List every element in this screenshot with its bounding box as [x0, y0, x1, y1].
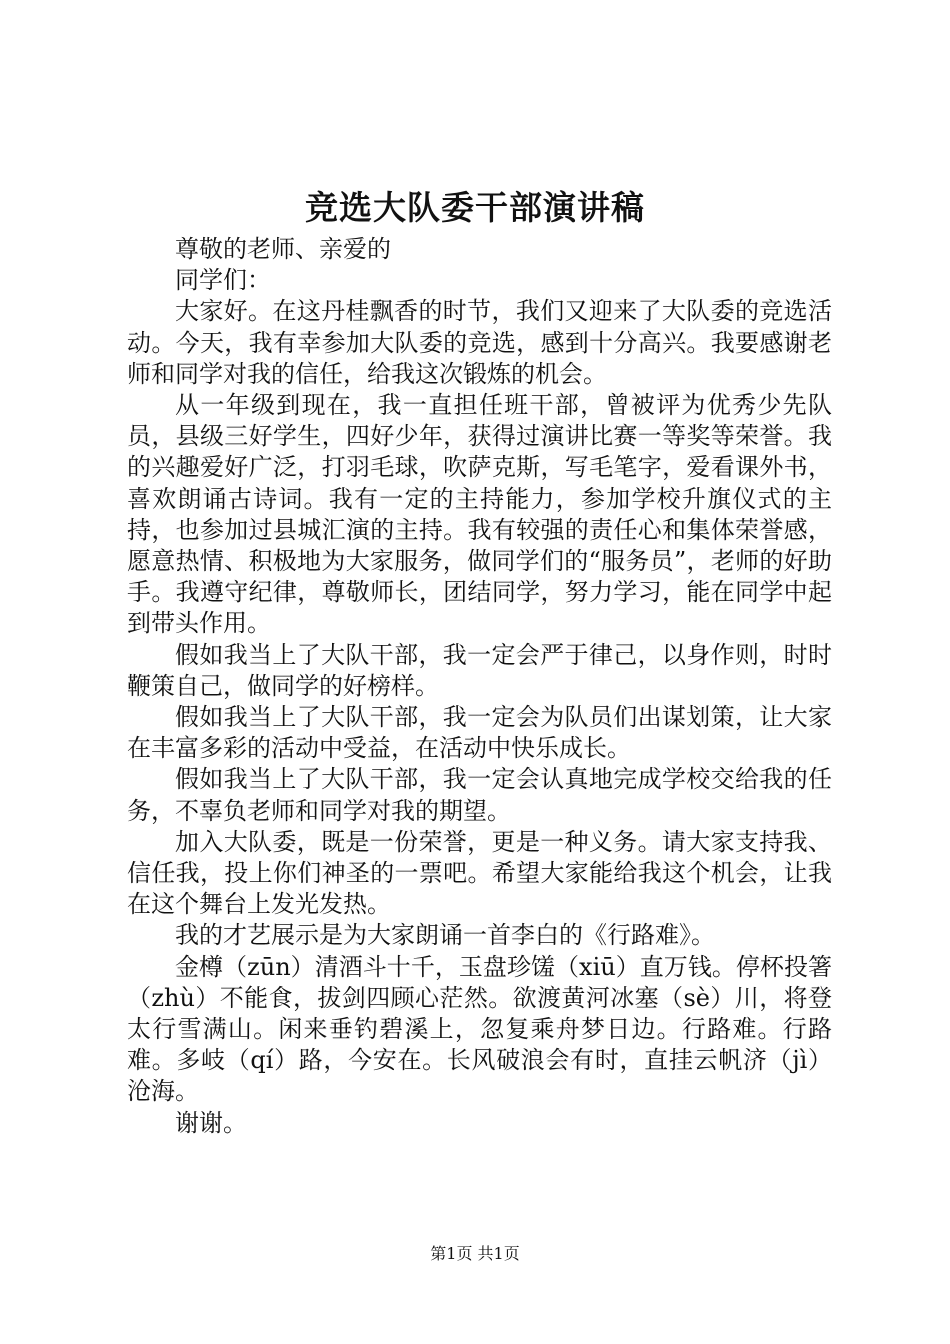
- paragraph-talent-intro: 我的才艺展示是为大家朗诵一首李白的《行路难》。: [175, 921, 715, 950]
- paragraph-greeting: 大家好。在这丹桂飘香的时节，我们又迎来了大队委的竞选活动。今天，我有幸参加大队委的竞选，感到十分高兴。我要感谢老师和同学对我的信任，给我这次锻炼的机会。: [127, 297, 832, 388]
- page-footer: 第1页 共1页: [430, 1244, 520, 1263]
- paragraph-pledge-2: 假如我当上了大队干部，我一定会为队员们出谋划策，让大家在丰富多彩的活动中受益，在活动中快乐成长。: [127, 703, 832, 763]
- paragraph-pledge-1: 假如我当上了大队干部，我一定会严于律己，以身作则，时时鞭策自己，做同学的好榜样。: [127, 640, 832, 700]
- paragraph-experience: 从一年级到现在，我一直担任班干部，曾被评为优秀少先队员，县级三好学生，四好少年，获得过演讲比赛一等奖等荣誉。我的兴趣爱好广泛，打羽毛球，吹萨克斯，写毛笔字，爱看课外书，喜欢朗诵古诗词。我有一定的主持能力，参加学校升旗仪式的主持，也参加过县城汇演的主持。我有较强的责任心和集体荣誉感，愿意热情、积极地为大家服务，做同学们的“服务员”，老师的好助手。我遵守纪律，尊敬师长，团结同学，努力学习，能在同学中起到带头作用。: [127, 391, 832, 638]
- document-body: [127, 234, 832, 1139]
- paragraph-poem: 金樽（zūn）清酒斗十千，玉盘珍馐（xiū）直万钱。停杯投箸（zhù）不能食，拔剑四顾心茫然。欲渡黄河冰塞（sè）川，将登太行雪满山。闲来垂钓碧溪上，忽复乘舟梦日边。行路难。行路难。多岐（qí）路，今安在。长风破浪会有时，直挂云帆济（jì）沧海。: [127, 952, 832, 1106]
- salutation-line-2: 同学们：: [175, 266, 271, 295]
- page-title: 竞选大队委干部演讲稿: [305, 188, 645, 227]
- paragraph-thanks: 谢谢。: [175, 1108, 247, 1137]
- salutation-line-1: 尊敬的老师、亲爱的: [175, 235, 391, 263]
- paragraph-pledge-3: 假如我当上了大队干部，我一定会认真地完成学校交给我的任务，不辜负老师和同学对我的期望。: [127, 765, 832, 825]
- paragraph-appeal: 加入大队委，既是一份荣誉，更是一种义务。请大家支持我、信任我，投上你们神圣的一票吧。希望大家能给我这个机会，让我在这个舞台上发光发热。: [127, 827, 832, 919]
